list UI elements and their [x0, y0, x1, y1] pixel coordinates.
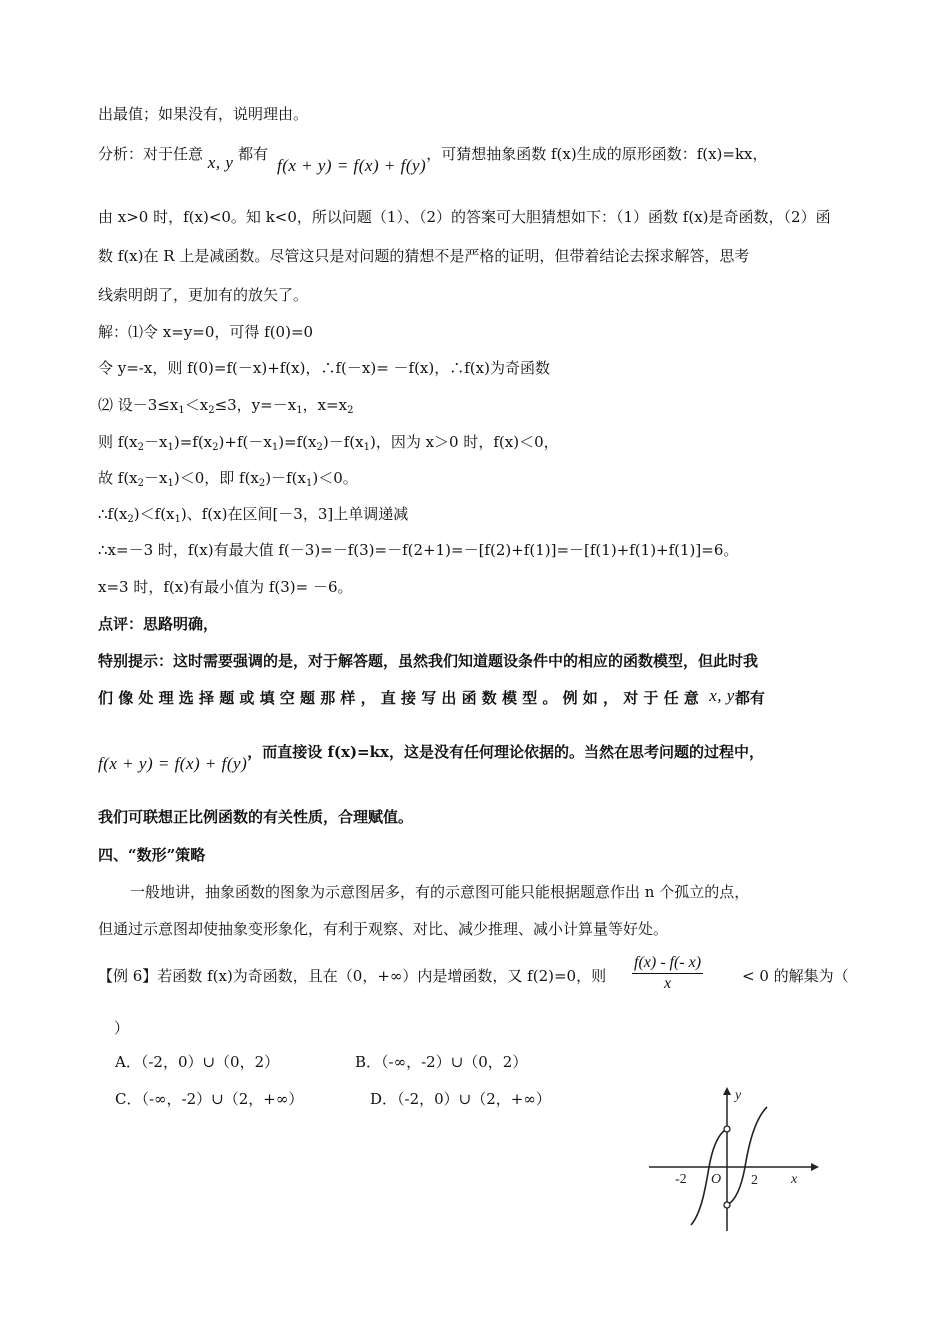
subscript: 1	[305, 478, 313, 489]
analysis-line	[98, 144, 768, 175]
bold-text-line	[98, 688, 765, 708]
fraction-denominator: x	[663, 975, 672, 992]
text-line: x=3 时，f(x)有最小值为 f(3)= －6。	[98, 578, 353, 596]
subscript: 1	[167, 442, 174, 453]
text-line	[98, 395, 353, 418]
subscript: 1	[178, 405, 185, 416]
subscript: 1	[296, 405, 303, 416]
fraction-numerator: f(x) - f(- x)	[634, 954, 702, 971]
subscript: 1	[271, 442, 279, 453]
open-point-lower	[724, 1202, 730, 1208]
subscript: 2	[347, 405, 354, 416]
option-a: A．（-2，0）∪（0，2）	[115, 1053, 280, 1071]
bold-text-line: 我们可联想正比例函数的有关性质，合理赋值。	[98, 808, 414, 826]
origin-label: O	[711, 1172, 722, 1187]
text: )，因为 x＞0 时，f(x)＜0，	[369, 433, 559, 451]
text: 则 f(x	[98, 433, 138, 451]
bold-text-line	[98, 742, 764, 773]
subscript: 2	[127, 514, 134, 525]
text-line: 出最值；如果没有，说明理由。	[98, 105, 309, 123]
subscript: 2	[258, 478, 266, 489]
text: 分析：对于任意	[98, 145, 204, 163]
text: 都有	[734, 689, 765, 707]
subscript: 2	[208, 405, 215, 416]
text-line: 令 y=-x，则 f(0)=f(－x)+f(x)，∴f(－x)= －f(x)，∴f(x)为奇函数	[98, 359, 550, 377]
solution-line: 解：⑴令 x=y=0，可得 f(0)=0	[98, 323, 314, 341]
text: )＜0，即 f(x	[173, 469, 259, 487]
section-heading: 四、“数形”策略	[98, 846, 206, 864]
subscript: 2	[316, 442, 323, 453]
subscript: 1	[167, 478, 174, 489]
subscript: 2	[212, 442, 219, 453]
function-graph	[645, 1085, 825, 1235]
x-axis-arrow	[811, 1163, 819, 1171]
example-question: 【例 6】若函数 f(x)为奇函数，且在（0，+∞）内是增函数，又 f(2)=0，则	[98, 967, 607, 985]
text: )、f(x)在区间[－3，3]上单调递减	[180, 505, 409, 523]
tick-label-2: 2	[751, 1173, 758, 1188]
text-line: 由 x>0 时，f(x)<0。知 k<0，所以问题（1）、（2）的答案可大胆猜想如下：（1）函数 f(x)是奇函数，（2）函	[98, 208, 831, 226]
bold-text-line: 特别提示：这时需要强调的是，对于解答题，虽然我们知道题设条件中的相应的函数模型，但此时我	[98, 652, 759, 670]
math-equation: f(x + y) = f(x) + f(y)	[276, 156, 427, 175]
text-line	[98, 432, 559, 455]
subscript: 2	[137, 478, 145, 489]
y-axis-arrow	[723, 1087, 731, 1095]
text: ，而直接设 f(x)=kx，这是没有任何理论依据的。当然在思考问题的过程中，	[247, 743, 764, 761]
text: ，可猜想抽象函数 f(x)生成的原形函数：f(x)=kx，	[426, 145, 768, 163]
curve-left-branch	[691, 1129, 727, 1225]
y-axis-label: y	[735, 1088, 742, 1103]
subscript: 2	[137, 442, 145, 453]
text: ≤3，y=－x	[214, 396, 297, 414]
math-xy: x, y	[709, 686, 735, 705]
text: )=f(x	[278, 433, 317, 451]
subscript: 1	[363, 442, 370, 453]
text: 都有	[238, 145, 269, 163]
text-line: 线索明朗了，更加有的放矢了。	[98, 286, 309, 304]
text-line: ）	[114, 1019, 130, 1037]
fraction	[632, 954, 703, 993]
text: ⑵ 设－3≤x	[98, 396, 179, 414]
x-axis-label: x	[791, 1172, 798, 1187]
tick-label-neg2: -2	[675, 1172, 687, 1187]
text: )＜0。	[312, 469, 358, 487]
text: )+f(－x	[218, 433, 272, 451]
text-line	[98, 468, 358, 491]
text: )－f(x	[322, 433, 364, 451]
option-d: D．（-2，0）∪（2，+∞）	[370, 1090, 551, 1108]
math-xy: x, y	[207, 153, 234, 172]
curve-right-branch	[727, 1107, 767, 1205]
subscript: 1	[174, 514, 181, 525]
text-line	[98, 504, 408, 527]
option-b: B．（-∞，-2）∪（0，2）	[355, 1053, 528, 1071]
text-line: < 0 的解集为（	[742, 967, 849, 985]
text: )＜f(x	[133, 505, 175, 523]
math-equation: f(x + y) = f(x) + f(y)	[98, 754, 248, 773]
text: －x	[144, 469, 168, 487]
text: )=f(x	[173, 433, 213, 451]
text: ＜x	[184, 396, 209, 414]
text-line: 但通过示意图却使抽象变形象化，有利于观察、对比、减少推理、减小计算量等好处。	[98, 920, 669, 938]
open-point-upper	[724, 1126, 730, 1132]
text-line: ∴x=－3 时，f(x)有最大值 f(－3)=－f(3)=－f(2+1)=－[f(2)+f(1)]=－[f(1)+f(1)+f(1)]=6。	[98, 541, 739, 559]
text: )－f(x	[265, 469, 306, 487]
text-line: 数 f(x)在 R 上是减函数。尽管这只是对问题的猜想不是严格的证明，但带着结论去探求解答，思考	[98, 247, 750, 265]
text: －x	[144, 433, 168, 451]
text: ∴f(x	[98, 505, 128, 523]
text-line: 一般地讲，抽象函数的图象为示意图居多，有的示意图可能只能根据题意作出 n 个孤立的点，	[130, 883, 750, 901]
text: 们像处理选择题或填空题那样，直接写出函数模型。例如，对于任意	[98, 689, 705, 707]
comment-heading: 点评：思路明确，	[98, 615, 219, 633]
option-c: C．（-∞，-2）∪（2，+∞）	[115, 1090, 304, 1108]
text: ，x=x	[302, 396, 348, 414]
fraction-bar	[632, 973, 703, 974]
text: 故 f(x	[98, 469, 138, 487]
